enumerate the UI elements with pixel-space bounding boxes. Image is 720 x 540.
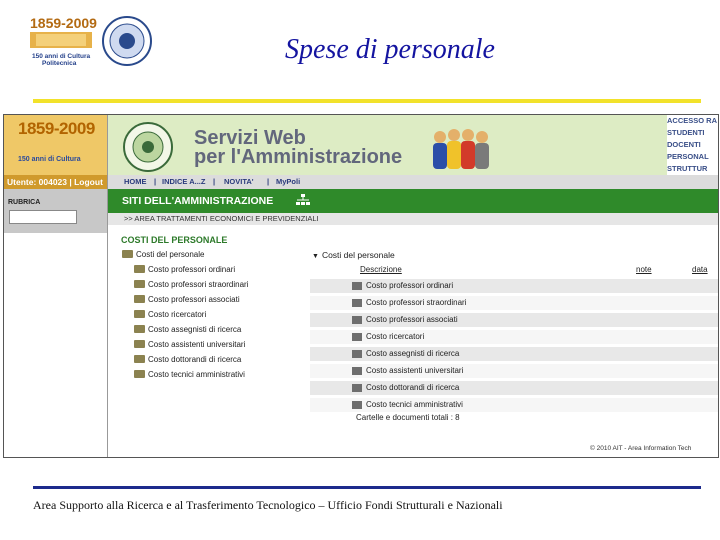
tree-root-label: Costi del personale xyxy=(136,250,205,259)
tree-item-label: Costo professori associati xyxy=(148,295,240,304)
folder-icon xyxy=(352,367,362,375)
breadcrumb-area[interactable]: >> AREA TRATTAMENTI ECONOMICI E PREVIDENZIALI xyxy=(124,214,319,223)
folder-icon xyxy=(134,340,145,348)
folder-icon xyxy=(134,370,145,378)
folder-icon xyxy=(352,316,362,324)
user-logout-bar[interactable]: Utente: 004023 | Logout xyxy=(4,175,107,189)
table-row[interactable] xyxy=(310,279,718,293)
row-label: Costo professori associati xyxy=(366,315,458,324)
tree-item[interactable] xyxy=(134,370,245,384)
tree-item-label: Costo tecnici amministrativi xyxy=(148,370,245,379)
tree-item-label: Costo ricercatori xyxy=(148,310,207,319)
banner-title-line2: per l'Amministrazione xyxy=(194,146,403,168)
sitemap-icon[interactable] xyxy=(296,194,310,206)
section-header xyxy=(108,189,719,213)
title-underline xyxy=(33,99,701,103)
table-row[interactable] xyxy=(310,313,718,327)
folder-icon xyxy=(134,355,145,363)
tree-item[interactable] xyxy=(134,355,241,369)
nav-separator: | xyxy=(154,177,157,186)
access-personale[interactable]: PERSONAL xyxy=(667,152,709,161)
slide-title: Spese di personale xyxy=(285,34,495,65)
slide-logo-text2: Politecnica xyxy=(42,60,77,67)
table-row[interactable] xyxy=(310,381,718,395)
copyright-text: © 2010 AIT - Area Information Tech xyxy=(590,445,692,452)
column-header-date[interactable]: data xyxy=(692,265,708,274)
row-label: Costo tecnici amministrativi xyxy=(366,400,463,409)
nav-home[interactable]: HOME xyxy=(124,177,147,186)
nav-separator: | xyxy=(213,177,216,186)
slide-footer: Area Supporto alla Ricerca e al Trasferimento Tecnologico – Ufficio Fondi Strutturali e Nazionali xyxy=(33,498,503,512)
people-icon xyxy=(430,127,494,173)
row-label: Costo dottorandi di ricerca xyxy=(366,383,460,392)
tree-item[interactable] xyxy=(134,340,245,354)
costi-section-title: COSTI DEL PERSONALE xyxy=(121,235,228,245)
column-header-note[interactable]: note xyxy=(636,265,652,274)
slide-logo-year: 1859-2009 xyxy=(30,15,97,31)
nav-novita[interactable]: NOVITA' xyxy=(224,177,254,186)
slide-logo-text1: 150 anni di Cultura xyxy=(32,53,91,60)
tree-item-label: Costo assistenti universitari xyxy=(148,340,246,349)
access-strutture[interactable]: STRUTTUR xyxy=(667,164,708,173)
folder-icon xyxy=(352,350,362,358)
row-label: Costo ricercatori xyxy=(366,332,425,341)
header-banner xyxy=(108,115,719,175)
section-title: SITI DELL'AMMINISTRAZIONE xyxy=(122,195,274,207)
access-studenti[interactable]: STUDENTI xyxy=(667,128,705,137)
tree-item-label: Costo professori ordinari xyxy=(148,265,236,274)
panel-title[interactable] xyxy=(312,250,395,260)
triangle-down-icon: ▼ xyxy=(312,253,319,260)
table-row[interactable] xyxy=(310,347,718,361)
row-label: Costo professori ordinari xyxy=(366,281,454,290)
folder-icon xyxy=(134,310,145,318)
folder-icon xyxy=(134,280,145,288)
folder-open-icon xyxy=(122,250,133,258)
app-logo-year: 1859-2009 xyxy=(18,119,95,138)
table-row[interactable] xyxy=(310,398,718,412)
access-title: ACCESSO RA xyxy=(667,116,718,125)
folder-icon xyxy=(352,299,362,307)
folder-icon xyxy=(134,325,145,333)
university-crest-icon xyxy=(120,121,176,173)
table-row[interactable] xyxy=(310,296,718,310)
nav-indice[interactable]: INDICE A...Z xyxy=(162,177,206,186)
rubrica-label: RUBRICA xyxy=(8,199,41,206)
column-header-description[interactable]: Descrizione xyxy=(360,265,402,274)
top-navigation xyxy=(108,175,719,189)
tree-item[interactable] xyxy=(134,295,240,309)
folder-icon xyxy=(352,384,362,392)
folder-icon xyxy=(352,333,362,341)
access-menu xyxy=(667,115,719,175)
folder-icon xyxy=(134,265,145,273)
folder-icon xyxy=(352,401,362,409)
breadcrumb xyxy=(108,213,719,225)
app-anniversary-logo[interactable] xyxy=(4,115,107,175)
tree-item-label: Costo dottorandi di ricerca xyxy=(148,355,242,364)
row-label: Costo professori straordinari xyxy=(366,298,467,307)
folder-icon xyxy=(352,282,362,290)
access-docenti[interactable]: DOCENTI xyxy=(667,140,701,149)
tree-item[interactable] xyxy=(134,325,241,339)
tree-root[interactable] xyxy=(122,250,204,264)
row-label: Costo assistenti universitari xyxy=(366,366,464,375)
totals-text: Cartelle e documenti totali : 8 xyxy=(356,413,460,422)
app-logo-anni: 150 anni di Cultura xyxy=(18,156,81,163)
app-screenshot xyxy=(3,114,719,458)
nav-mypoli[interactable]: MyPoli xyxy=(276,177,301,186)
panel-title-label: Costi del personale xyxy=(321,250,395,260)
tree-item-label: Costo assegnisti di ricerca xyxy=(148,325,242,334)
footer-rule xyxy=(33,486,701,489)
tree-item-label: Costo professori straordinari xyxy=(148,280,249,289)
rubrica-search-input[interactable] xyxy=(9,210,77,224)
tree-item[interactable] xyxy=(134,265,235,279)
nav-separator: | xyxy=(267,177,270,186)
row-label: Costo assegnisti di ricerca xyxy=(366,349,460,358)
table-row[interactable] xyxy=(310,330,718,344)
banner-title-line1: Servizi Web xyxy=(194,127,306,149)
tree-item[interactable] xyxy=(134,310,206,324)
folder-icon xyxy=(134,295,145,303)
tree-item[interactable] xyxy=(134,280,248,294)
table-row[interactable] xyxy=(310,364,718,378)
